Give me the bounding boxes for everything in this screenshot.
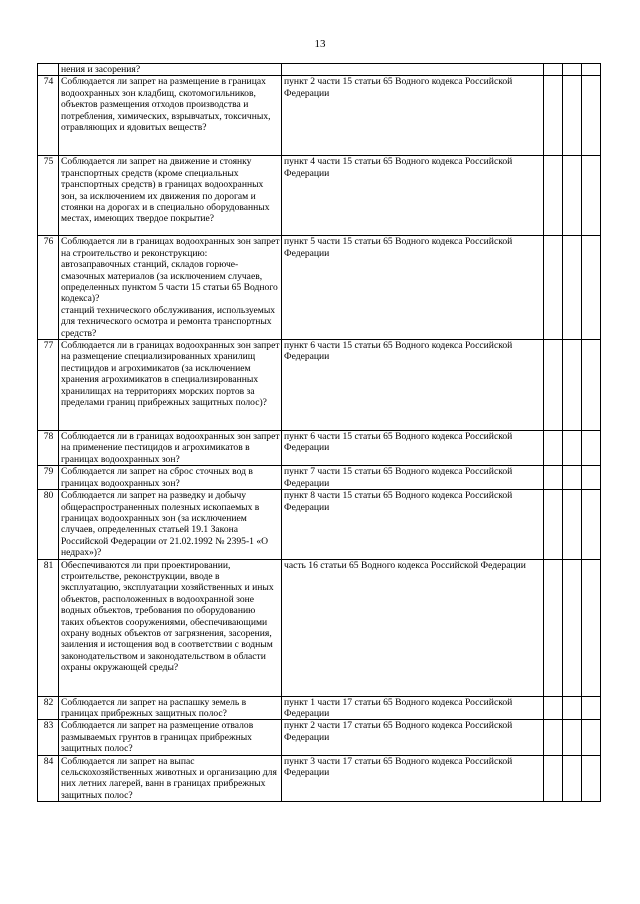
- question-text: Соблюдается ли запрет на движение и стоянку транспортных средств (кроме специальных транспортных средств) в границах водоохранных зон, за исключением их движения по дорогам и стоянки на дорогах и в специально оборудованных местах, имеющих твердое покрытие?: [61, 156, 270, 225]
- answer-no-cell: [563, 431, 582, 466]
- answer-na-cell: [582, 696, 601, 720]
- row-number: 76: [38, 236, 59, 340]
- table-row: [38, 466, 601, 490]
- answer-na-cell: [582, 340, 601, 431]
- table-row: [38, 696, 601, 720]
- checklist-rows: [38, 64, 601, 802]
- legal-reference-cell: пункт 3 части 17 статьи 65 Водного кодекса Российской Федерации: [282, 755, 544, 802]
- question-cell: [59, 696, 282, 720]
- answer-yes-cell: [544, 236, 563, 340]
- answer-yes-cell: [544, 466, 563, 490]
- answer-no-cell: [563, 490, 582, 559]
- table-row: [38, 156, 601, 236]
- answer-yes-cell: [544, 76, 563, 156]
- legal-reference-cell: пункт 6 части 15 статьи 65 Водного кодекса Российской Федерации: [282, 340, 544, 431]
- table-row: [38, 340, 601, 431]
- answer-na-cell: [582, 76, 601, 156]
- row-number: 75: [38, 156, 59, 236]
- row-number: 78: [38, 431, 59, 466]
- question-cell: [59, 559, 282, 696]
- question-cell: [59, 466, 282, 490]
- answer-na-cell: [582, 236, 601, 340]
- question-text: Соблюдается ли в границах водоохранных зон запрет на размещение специализированных хранилищ пестицидов и агрохимикатов (за исключением хранения агрохимикатов в специализированных хранилищах на территориях морских портов за пределами границ прибрежных защитных полос)?: [61, 340, 280, 409]
- answer-no-cell: [563, 236, 582, 340]
- answer-yes-cell: [544, 156, 563, 236]
- legal-reference-cell: часть 16 статьи 65 Водного кодекса Российской Федерации: [282, 559, 544, 696]
- question-cell: [59, 64, 282, 76]
- answer-no-cell: [563, 156, 582, 236]
- question-text: станций технического обслуживания, используемых для технического осмотра и ремонта транспортных средств?: [61, 304, 276, 339]
- question-cell: [59, 156, 282, 236]
- question-text: автозаправочных станций, складов горюче-смазочных материалов (за исключением случаев, определенных пунктом 5 части 15 статьи 65 Водного кодекса)?: [61, 259, 278, 305]
- question-text: Соблюдается ли запрет на размещение отвалов размываемых грунтов в границах прибрежных защитных полос?: [61, 720, 254, 755]
- legal-reference-cell: пункт 1 части 17 статьи 65 Водного кодекса Российской Федерации: [282, 696, 544, 720]
- table-row: [38, 431, 601, 466]
- answer-na-cell: [582, 755, 601, 802]
- table-row: [38, 755, 601, 802]
- answer-na-cell: [582, 64, 601, 76]
- question-text: Соблюдается ли запрет на выпас сельскохозяйственных животных и организацию для них летних лагерей, ванн в границах прибрежных защитных полос?: [61, 755, 277, 801]
- question-cell: [59, 490, 282, 559]
- answer-na-cell: [582, 559, 601, 696]
- question-cell: [59, 340, 282, 431]
- answer-na-cell: [582, 431, 601, 466]
- table-row: [38, 236, 601, 340]
- table-row: [38, 559, 601, 696]
- answer-yes-cell: [544, 490, 563, 559]
- question-cell: [59, 755, 282, 802]
- row-number: 81: [38, 559, 59, 696]
- answer-na-cell: [582, 156, 601, 236]
- legal-reference-cell: [282, 64, 544, 76]
- row-number: 83: [38, 720, 59, 755]
- question-text: Обеспечиваются ли при проектировании, строительстве, реконструкции, вводе в эксплуатацию, эксплуатации хозяйственных и иных объектов, расположенных в водоохранной зоне водных объектов, требования по оборудованию таких объектов сооружениями, обеспечивающими охрану водных объектов от загрязнения, засорения, заиления и истощения вод в соответствии с водным законодательством и законодательством в области охраны окружающей среды?: [61, 559, 274, 674]
- answer-na-cell: [582, 720, 601, 755]
- question-cell: [59, 720, 282, 755]
- row-number: 84: [38, 755, 59, 802]
- question-text: Соблюдается ли запрет на размещение в границах водоохранных зон кладбищ, скотомогильников, объектов размещения отходов производства и потребления, химических, взрывчатых, токсичных, отравляющих и ядовитых веществ?: [61, 76, 271, 134]
- question-text: Соблюдается ли запрет на разведку и добычу общераспространенных полезных ископаемых в границах водоохранных зон (за исключением случаев, определенных статьей 19.1 Закона Российской Федерации от 21.02.1992 № 2395-1 «О недрах»)?: [61, 490, 269, 559]
- answer-yes-cell: [544, 755, 563, 802]
- question-text: Соблюдается ли запрет на распашку земель в границах прибрежных защитных полос?: [61, 696, 247, 719]
- legal-reference-cell: пункт 4 части 15 статьи 65 Водного кодекса Российской Федерации: [282, 156, 544, 236]
- row-number: 79: [38, 466, 59, 490]
- legal-reference-cell: пункт 7 части 15 статьи 65 Водного кодекса Российской Федерации: [282, 466, 544, 490]
- legal-reference-cell: пункт 2 части 15 статьи 65 Водного кодекса Российской Федерации: [282, 76, 544, 156]
- page-number: 13: [314, 38, 326, 50]
- answer-yes-cell: [544, 720, 563, 755]
- table-row: [38, 76, 601, 156]
- question-text: Соблюдается ли в границах водоохранных зон запрет на применение пестицидов и агрохимикатов в границах водоохранных зон?: [61, 431, 280, 465]
- table-row: [38, 490, 601, 559]
- answer-no-cell: [563, 696, 582, 720]
- legal-reference-cell: пункт 5 части 15 статьи 65 Водного кодекса Российской Федерации: [282, 236, 544, 340]
- table-row: [38, 64, 601, 76]
- question-cell: [59, 236, 282, 340]
- answer-no-cell: [563, 64, 582, 76]
- answer-no-cell: [563, 76, 582, 156]
- row-number: 77: [38, 340, 59, 431]
- question-text: Соблюдается ли запрет на сброс сточных вод в границах водоохранных зон?: [61, 466, 253, 489]
- row-number: 80: [38, 490, 59, 559]
- answer-no-cell: [563, 466, 582, 490]
- answer-yes-cell: [544, 431, 563, 466]
- answer-no-cell: [563, 340, 582, 431]
- answer-no-cell: [563, 559, 582, 696]
- question-text: нения и засорения?: [61, 64, 141, 75]
- question-text: Соблюдается ли в границах водоохранных зон запрет на строительство и реконструкцию:: [61, 236, 280, 259]
- row-number: 82: [38, 696, 59, 720]
- question-cell: [59, 431, 282, 466]
- answer-na-cell: [582, 466, 601, 490]
- row-number: 74: [38, 76, 59, 156]
- legal-reference-cell: пункт 8 части 15 статьи 65 Водного кодекса Российской Федерации: [282, 490, 544, 559]
- answer-yes-cell: [544, 340, 563, 431]
- answer-yes-cell: [544, 64, 563, 76]
- answer-na-cell: [582, 490, 601, 559]
- checklist-table: [37, 63, 601, 802]
- legal-reference-cell: пункт 6 части 15 статьи 65 Водного кодекса Российской Федерации: [282, 431, 544, 466]
- row-number: [38, 64, 59, 76]
- answer-yes-cell: [544, 559, 563, 696]
- legal-reference-cell: пункт 2 части 17 статьи 65 Водного кодекса Российской Федерации: [282, 720, 544, 755]
- table-row: [38, 720, 601, 755]
- answer-yes-cell: [544, 696, 563, 720]
- question-cell: [59, 76, 282, 156]
- answer-no-cell: [563, 755, 582, 802]
- answer-no-cell: [563, 720, 582, 755]
